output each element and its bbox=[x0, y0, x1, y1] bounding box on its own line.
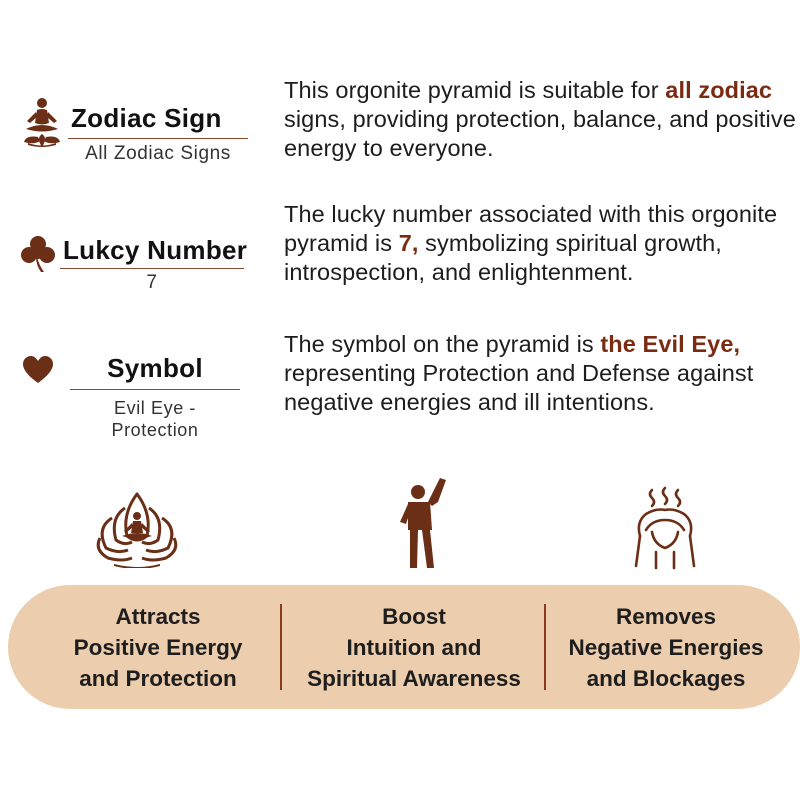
benefit-divider bbox=[280, 604, 282, 690]
lotus-meditation-icon bbox=[92, 488, 182, 568]
benefit-line: Intuition and bbox=[346, 634, 482, 660]
benefit-divider bbox=[544, 604, 546, 690]
zodiac-sign-description: This orgonite pyramid is suitable for all zodiac signs, providing protection, balance, and positive energy to everyone. bbox=[284, 77, 796, 161]
benefit-intuition bbox=[284, 585, 544, 709]
benefits-banner bbox=[8, 585, 800, 709]
lucky-number-divider bbox=[60, 268, 244, 269]
benefit-remove-negative bbox=[548, 585, 784, 709]
zodiac-sign-title: Zodiac Sign bbox=[71, 103, 222, 133]
benefit-line: Removes bbox=[615, 603, 717, 629]
benefit-line: Negative Energies bbox=[568, 634, 764, 660]
stress-relief-head-icon bbox=[632, 486, 698, 570]
benefit-line: and Protection bbox=[79, 665, 237, 691]
benefit-line: Spiritual Awareness bbox=[307, 665, 521, 691]
symbol-divider bbox=[70, 389, 240, 390]
benefit-line: Positive Energy bbox=[73, 634, 243, 660]
symbol-description: The symbol on the pyramid is the Evil Eye, representing Protection and Defense against negative energies and ill intentions. bbox=[284, 331, 754, 415]
lucky-number-value: 7 bbox=[146, 272, 158, 293]
zodiac-sign-value: All Zodiac Signs bbox=[85, 143, 231, 164]
benefit-line: and Blockages bbox=[586, 665, 746, 691]
raised-fist-person-icon bbox=[398, 476, 450, 570]
symbol-title: Symbol bbox=[107, 353, 203, 383]
benefit-positive-energy bbox=[38, 585, 278, 709]
symbol-value: Evil Eye - Protection bbox=[111, 398, 199, 440]
lucky-number-title: Lukcy Number bbox=[63, 235, 248, 265]
benefit-line: Boost bbox=[382, 603, 446, 629]
heart-icon bbox=[22, 356, 54, 384]
benefit-line: Attracts bbox=[115, 603, 201, 629]
zodiac-sign-divider bbox=[68, 138, 248, 139]
clover-icon bbox=[20, 235, 56, 273]
lucky-number-description: The lucky number associated with this orgonite pyramid is 7, symbolizing spiritual growth, introspection, and enlightenment. bbox=[284, 201, 778, 285]
meditation-lotus-icon bbox=[18, 96, 66, 148]
